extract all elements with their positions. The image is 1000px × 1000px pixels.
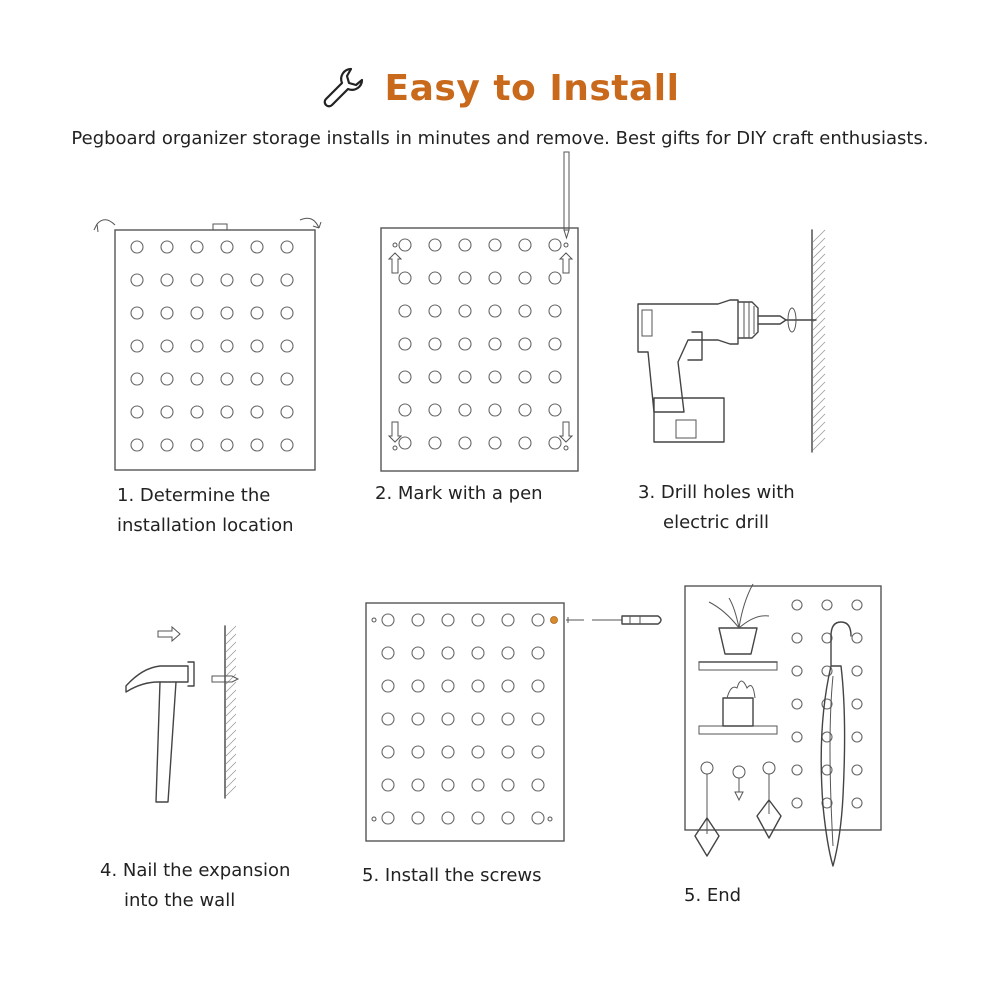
peg-hole	[161, 307, 173, 319]
peg-hole	[852, 600, 862, 610]
peg-hole	[412, 812, 424, 824]
peg-hole	[502, 746, 514, 758]
peg-hole	[382, 713, 394, 725]
peg-hole	[251, 373, 263, 385]
peg-hole	[191, 340, 203, 352]
peg-hole	[382, 680, 394, 692]
step2-caption-line1: 2. Mark with a pen	[375, 483, 543, 504]
peg-hole	[472, 713, 484, 725]
step3-drill-illustration	[628, 222, 848, 462]
peg-hole	[532, 713, 544, 725]
peg-hole	[191, 307, 203, 319]
peg-hole	[221, 340, 233, 352]
wall-hatch	[226, 714, 236, 724]
peg-hole	[852, 699, 862, 709]
peg-hole	[502, 614, 514, 626]
peg-hole	[161, 274, 173, 286]
peg-hole	[429, 437, 441, 449]
step1-caption-line1: 1. Determine the	[117, 485, 271, 506]
peg-hole	[459, 437, 471, 449]
peg-hole	[489, 305, 501, 317]
header	[0, 60, 1000, 116]
peg-hole	[221, 241, 233, 253]
peg-hole	[412, 779, 424, 791]
peg-hole	[399, 371, 411, 383]
peg-hole	[382, 779, 394, 791]
peg-hole	[472, 812, 484, 824]
peg-hole	[549, 239, 561, 251]
step3-caption-line2: electric drill	[663, 512, 769, 533]
peg-hole	[161, 406, 173, 418]
peg-hole	[532, 647, 544, 659]
peg-hole	[549, 272, 561, 284]
peg-hole	[281, 439, 293, 451]
wall-hatch	[226, 746, 236, 756]
peg-hole	[792, 798, 802, 808]
peg-hole	[442, 614, 454, 626]
peg-hole	[502, 680, 514, 692]
peg-hole	[792, 666, 802, 676]
peg-hole	[519, 305, 531, 317]
wall-hatch	[226, 690, 236, 700]
step4-caption-line2: into the wall	[124, 890, 236, 911]
peg-hole	[251, 406, 263, 418]
peg-hole	[191, 406, 203, 418]
peg-hole	[442, 746, 454, 758]
wall-hatch	[226, 666, 236, 676]
peg-hole	[519, 272, 531, 284]
peg-hole	[532, 779, 544, 791]
peg-hole	[459, 272, 471, 284]
peg-hole	[442, 713, 454, 725]
peg-hole	[221, 373, 233, 385]
peg-hole	[221, 274, 233, 286]
peg-hole	[442, 680, 454, 692]
wall-hatch	[226, 682, 236, 692]
peg-hole	[442, 779, 454, 791]
peg-hole	[412, 680, 424, 692]
peg-hole	[399, 437, 411, 449]
peg-hole	[429, 305, 441, 317]
peg-hole	[251, 241, 263, 253]
peg-hole	[852, 765, 862, 775]
peg-hole	[399, 404, 411, 416]
step6-finished-pegboard-illustration	[683, 580, 893, 880]
wall-hatch	[226, 706, 236, 716]
peg-hole	[489, 404, 501, 416]
peg-hole	[399, 305, 411, 317]
peg-hole	[191, 274, 203, 286]
peg-hole	[281, 241, 293, 253]
peg-hole	[131, 241, 143, 253]
step2-pegboard-illustration	[375, 148, 595, 478]
peg-hole	[191, 439, 203, 451]
peg-hole	[532, 680, 544, 692]
peg-hole	[489, 338, 501, 350]
peg-hole	[852, 798, 862, 808]
peg-hole	[399, 239, 411, 251]
peg-hole	[472, 647, 484, 659]
peg-hole	[459, 305, 471, 317]
wall-hatch	[226, 698, 236, 708]
peg-hole	[131, 406, 143, 418]
peg-hole	[852, 666, 862, 676]
peg-hole	[281, 373, 293, 385]
peg-hole	[399, 272, 411, 284]
peg-hole	[131, 274, 143, 286]
wall-hatch	[226, 634, 236, 644]
peg-hole	[429, 272, 441, 284]
peg-hole	[459, 404, 471, 416]
wall-hatch	[226, 738, 236, 748]
step4-hammer-illustration	[120, 622, 270, 822]
wall-hatch	[226, 762, 236, 772]
wall-hatch	[226, 778, 236, 788]
wall-hatch	[226, 754, 236, 764]
peg-hole	[852, 633, 862, 643]
peg-hole	[852, 732, 862, 742]
peg-hole	[161, 340, 173, 352]
peg-hole	[532, 746, 544, 758]
peg-hole	[549, 338, 561, 350]
step1-caption-line2: installation location	[117, 515, 294, 536]
peg-hole	[382, 746, 394, 758]
peg-hole	[549, 404, 561, 416]
peg-hole	[519, 437, 531, 449]
wrench-icon	[321, 65, 367, 111]
step6-caption-line1: 5. End	[684, 885, 742, 906]
peg-hole	[412, 713, 424, 725]
peg-hole	[472, 680, 484, 692]
peg-hole	[412, 614, 424, 626]
peg-hole	[459, 371, 471, 383]
peg-hole	[429, 371, 441, 383]
peg-hole	[792, 732, 802, 742]
peg-hole	[549, 305, 561, 317]
peg-hole	[489, 371, 501, 383]
peg-hole	[281, 307, 293, 319]
peg-hole	[412, 647, 424, 659]
step5-screws-illustration	[360, 597, 680, 847]
wall-hatch	[226, 730, 236, 740]
peg-hole	[822, 600, 832, 610]
peg-hole	[412, 746, 424, 758]
peg-hole	[429, 239, 441, 251]
peg-hole	[519, 338, 531, 350]
peg-hole	[131, 373, 143, 385]
peg-hole	[251, 439, 263, 451]
peg-hole	[251, 340, 263, 352]
peg-hole	[489, 437, 501, 449]
peg-hole	[131, 307, 143, 319]
peg-hole	[382, 614, 394, 626]
peg-hole	[429, 338, 441, 350]
peg-hole	[792, 633, 802, 643]
peg-hole	[502, 713, 514, 725]
peg-hole	[472, 746, 484, 758]
peg-hole	[532, 614, 544, 626]
peg-hole	[442, 647, 454, 659]
peg-hole	[191, 241, 203, 253]
peg-hole	[382, 647, 394, 659]
peg-hole	[502, 647, 514, 659]
step4-caption-line1: 4. Nail the expansion	[100, 860, 291, 881]
peg-hole	[472, 614, 484, 626]
peg-hole	[502, 779, 514, 791]
peg-hole	[792, 699, 802, 709]
peg-hole	[221, 439, 233, 451]
step5-caption-line1: 5. Install the screws	[362, 865, 542, 886]
peg-hole	[191, 373, 203, 385]
peg-hole	[161, 241, 173, 253]
peg-hole	[429, 404, 441, 416]
peg-hole	[459, 338, 471, 350]
peg-hole	[251, 307, 263, 319]
peg-hole	[519, 371, 531, 383]
peg-hole	[281, 406, 293, 418]
peg-hole	[281, 274, 293, 286]
peg-hole	[382, 812, 394, 824]
peg-hole	[442, 812, 454, 824]
peg-hole	[792, 600, 802, 610]
wall-hatch	[226, 642, 236, 652]
peg-hole	[399, 338, 411, 350]
peg-hole	[519, 239, 531, 251]
wall-hatch	[226, 626, 236, 636]
peg-hole	[251, 274, 263, 286]
peg-hole	[532, 812, 544, 824]
peg-hole	[549, 371, 561, 383]
step3-caption-line1: 3. Drill holes with	[638, 482, 795, 503]
peg-hole	[502, 812, 514, 824]
peg-hole	[489, 272, 501, 284]
peg-hole	[161, 439, 173, 451]
peg-hole	[519, 404, 531, 416]
wall-hatch	[226, 786, 236, 796]
peg-hole	[131, 340, 143, 352]
page-subtitle: Pegboard organizer storage installs in minutes and remove. Best gifts for DIY craft enthusiasts.	[71, 128, 929, 149]
peg-hole	[281, 340, 293, 352]
peg-hole	[489, 239, 501, 251]
peg-hole	[792, 765, 802, 775]
peg-hole	[221, 406, 233, 418]
wall-hatch	[226, 658, 236, 668]
peg-hole	[549, 437, 561, 449]
peg-hole	[221, 307, 233, 319]
peg-hole	[161, 373, 173, 385]
peg-hole	[459, 239, 471, 251]
wall-hatch	[226, 770, 236, 780]
peg-hole	[131, 439, 143, 451]
wall-hatch	[226, 722, 236, 732]
wall-hatch	[226, 650, 236, 660]
peg-hole	[472, 779, 484, 791]
step1-pegboard-illustration	[95, 200, 335, 480]
page-title: Easy to Install	[384, 67, 680, 109]
